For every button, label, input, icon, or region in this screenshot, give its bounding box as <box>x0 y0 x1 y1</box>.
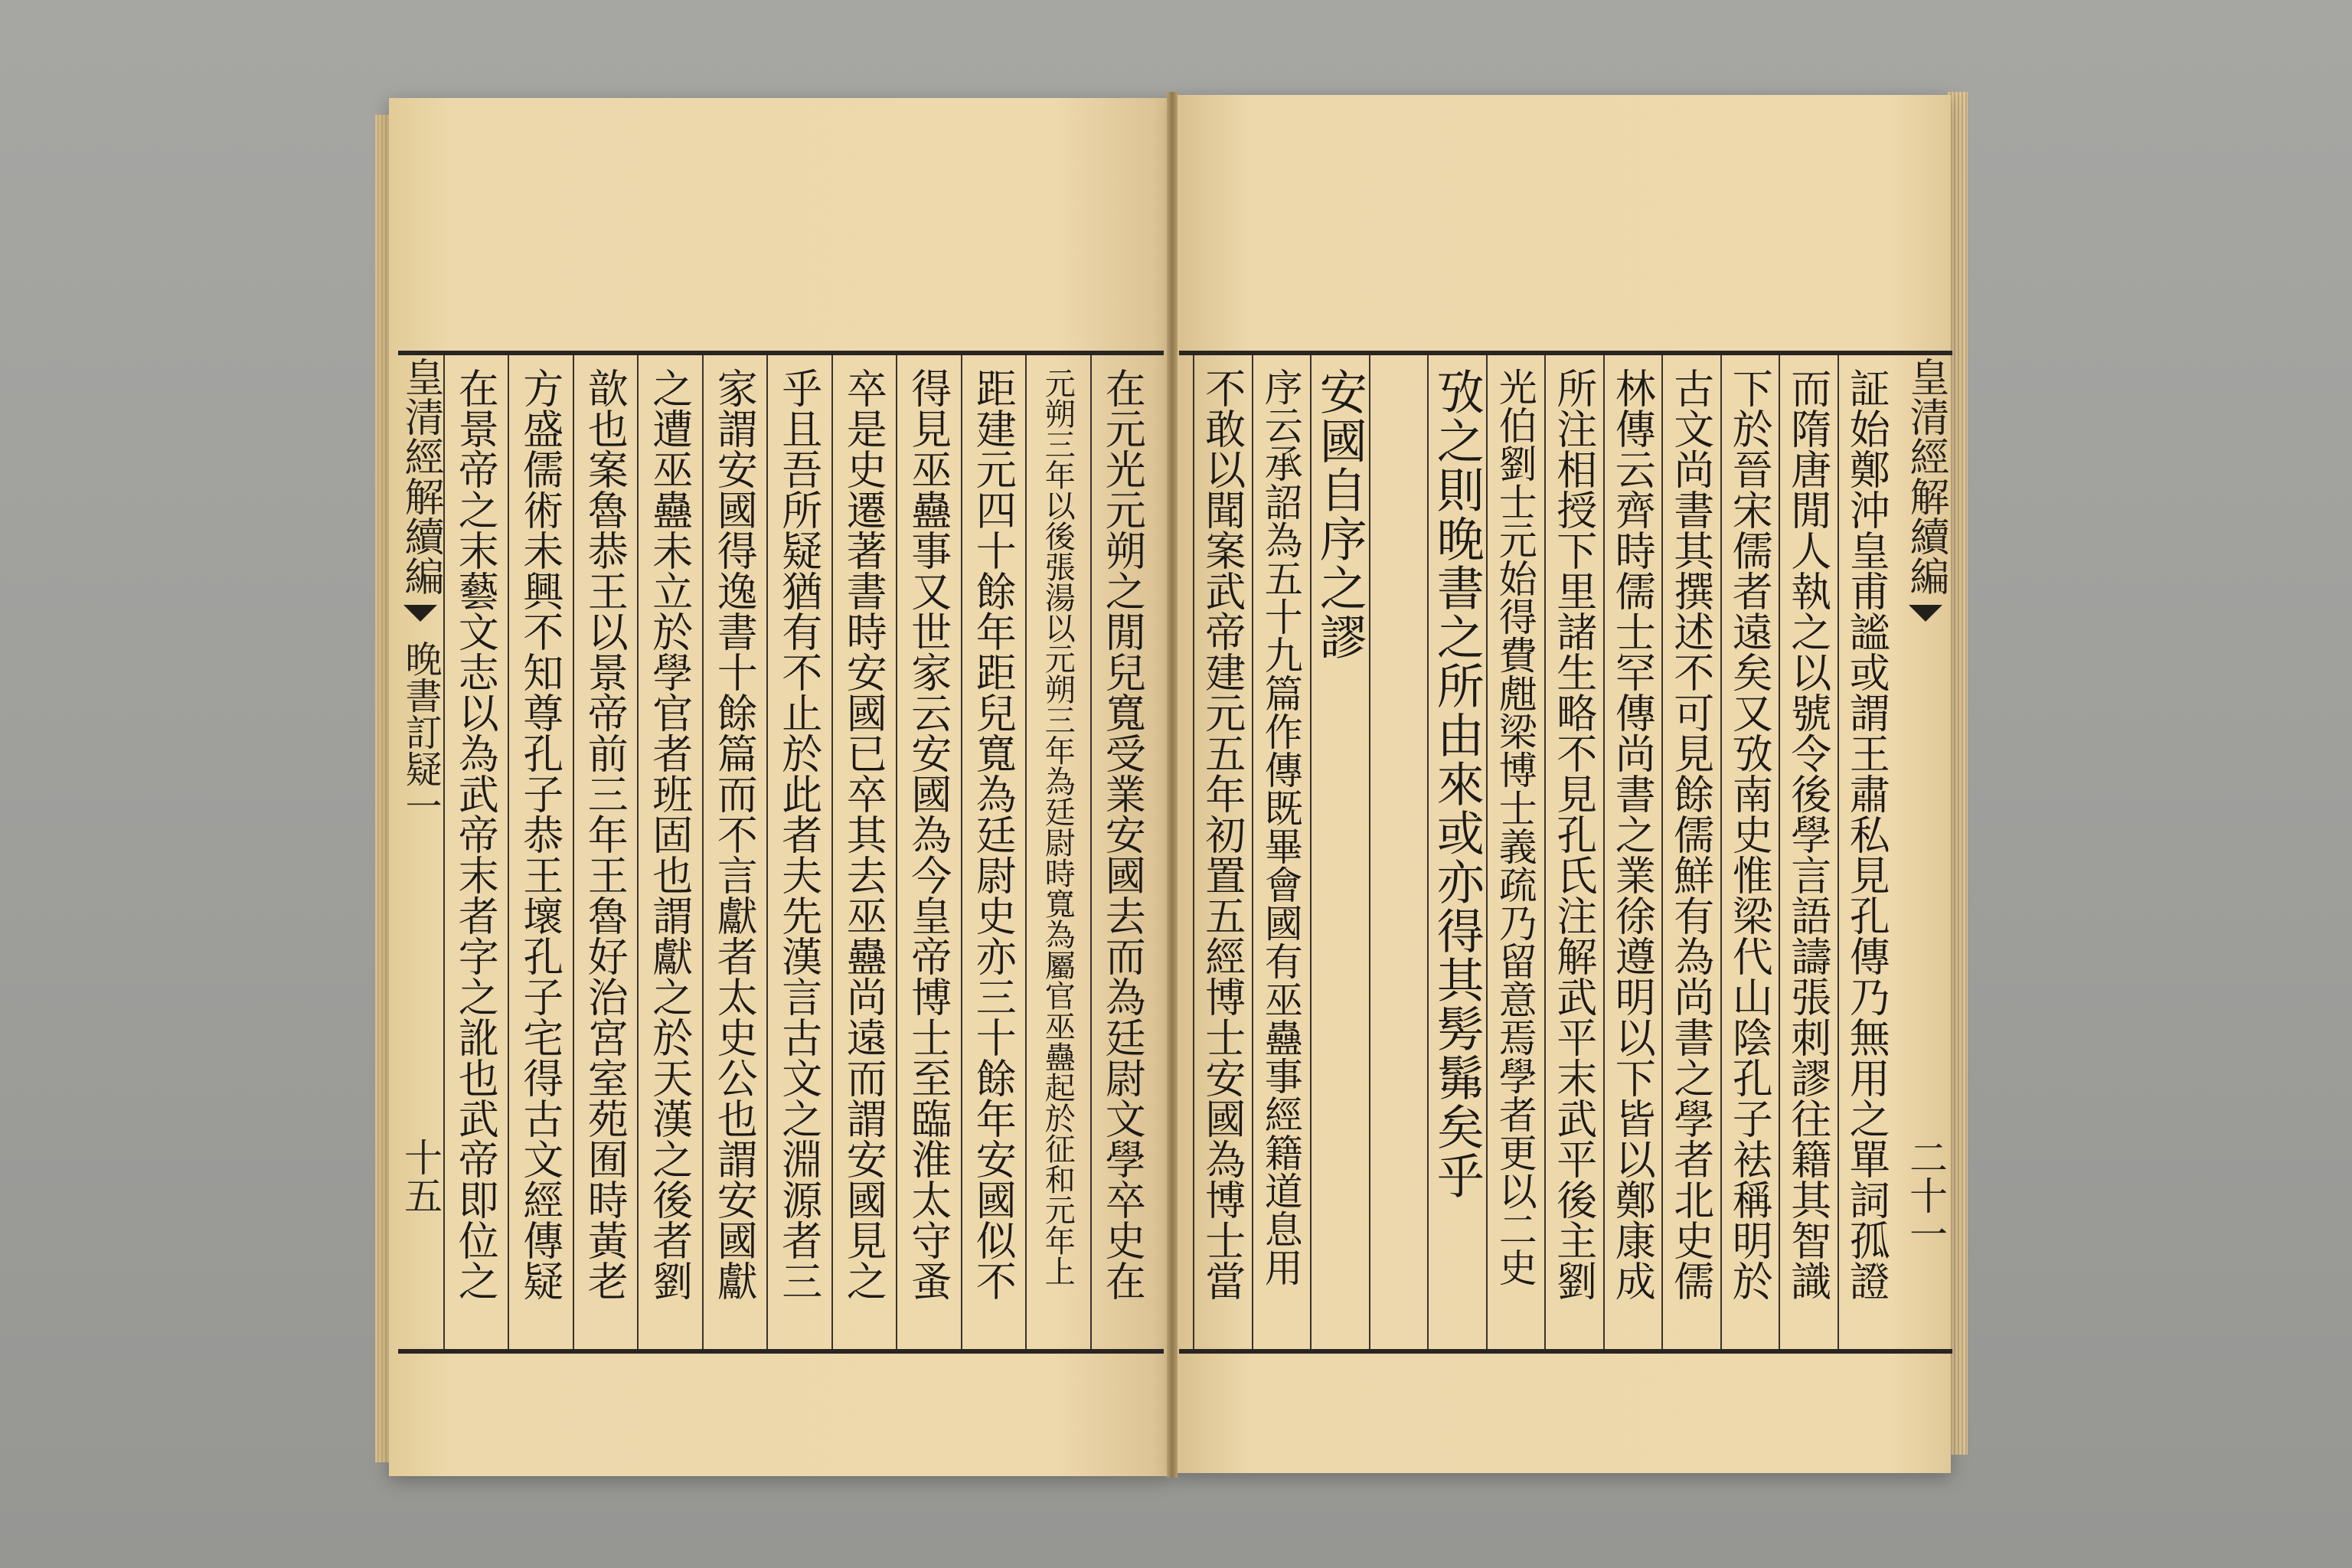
text-column <box>707 368 761 1340</box>
column-rule <box>896 355 897 1349</box>
column-text: 元朔三年以後張湯以元朔三年為廷尉時寬為屬官巫蠱起於征和元年上 <box>1040 368 1076 1286</box>
column-text: 歆也案魯恭王以景帝前三年王魯好治宮室苑囿時黃老 <box>581 368 629 1301</box>
column-text: 古文尚書其撰述不可見餘儒鮮有為尚書之學者北史儒 <box>1667 368 1714 1301</box>
book-gutter <box>1167 92 1178 1478</box>
text-column <box>837 368 890 1340</box>
left-page-margin-label <box>397 357 444 1351</box>
fishtail-mark <box>1909 605 1942 622</box>
column-rule <box>443 355 445 1349</box>
column-rule <box>1544 355 1546 1349</box>
column-text: 不敢以聞案武帝建元五年初置五經博士安國為博士當 <box>1198 368 1246 1301</box>
column-text: 安國自序之謬 <box>1312 368 1368 662</box>
fishtail-mark <box>403 605 437 622</box>
column-text: 得見巫蠱事又世家云安國為今皇帝博士至臨淮太守蚤 <box>904 368 952 1301</box>
column-rule <box>1025 355 1027 1349</box>
column-text: 方盛儒術未興不知尊孔子恭王壞孔子宅得古文經傳疑 <box>516 368 564 1301</box>
text-column <box>966 368 1020 1340</box>
column-text: 家謂安國得逸書十餘篇而不言獻者太史公也謂安國獻 <box>710 368 758 1301</box>
column-rule <box>573 355 574 1349</box>
text-column <box>1031 368 1084 1340</box>
column-text: 序云承詔為五十九篇作傳既畢會國有巫蠱事經籍道息用 <box>1258 368 1303 1286</box>
text-column <box>1312 368 1366 1340</box>
column-rule <box>1486 355 1488 1349</box>
text-column <box>1547 368 1600 1340</box>
text-column <box>642 368 696 1340</box>
text-column <box>1488 368 1542 1340</box>
column-text: 而隋唐閒人執之以號令後學言語譸張刺謬往籍其智識 <box>1784 368 1831 1301</box>
column-text: 在元光元朔之閒兒寬受業安國去而為廷尉文學卒史在 <box>1099 368 1146 1301</box>
text-column <box>1096 368 1149 1340</box>
left-banxin-chapter: 晚書訂疑一 <box>399 640 442 824</box>
column-rule <box>702 355 704 1349</box>
column-rule <box>1779 355 1780 1349</box>
column-rule <box>508 355 509 1349</box>
text-column <box>1429 368 1483 1340</box>
column-rule <box>1310 355 1312 1349</box>
text-column <box>1781 368 1834 1340</box>
column-rule <box>1720 355 1722 1349</box>
right-banxin-title: 皇清經解續編 <box>1903 357 1949 596</box>
text-column <box>578 368 632 1340</box>
text-column <box>1254 368 1308 1340</box>
column-text: 林傳云齊時儒士罕傳尚書之業徐遵明以下皆以鄭康成 <box>1609 368 1656 1301</box>
column-rule <box>1603 355 1605 1349</box>
right-page-margin-label <box>1902 357 1949 1351</box>
text-column <box>1606 368 1659 1340</box>
left-banxin-page-number: 十五 <box>398 1138 443 1214</box>
column-rule <box>1090 355 1092 1349</box>
text-column <box>1840 368 1893 1340</box>
column-rule <box>831 355 833 1349</box>
column-rule <box>1661 355 1663 1349</box>
column-rule <box>766 355 768 1349</box>
left-banxin-title: 皇清經解續編 <box>397 357 443 596</box>
text-column <box>901 368 955 1340</box>
text-column <box>1664 368 1717 1340</box>
column-text: 之遭巫蠱未立於學官者班固也謂獻之於天漢之後者劉 <box>645 368 693 1301</box>
column-rule <box>961 355 962 1349</box>
column-rule <box>637 355 639 1349</box>
column-text: 下於晉宋儒者遠矣又攷南史惟梁代山陰孔子袪稱明於 <box>1726 368 1773 1301</box>
text-column <box>1195 368 1249 1340</box>
column-text: 攷之則晚書之所由來或亦得其髣髴矣乎 <box>1429 368 1485 1200</box>
column-text: 所注相授下里諸生略不見孔氏注解武平末武平後主劉 <box>1550 368 1597 1301</box>
column-rule <box>1252 355 1253 1349</box>
column-text: 光伯劉士元始得費甝梁博士義疏乃留意焉學者更以二史 <box>1492 368 1537 1286</box>
column-rule <box>1427 355 1429 1349</box>
right-banxin-page-number: 二十一 <box>1903 1138 1948 1253</box>
column-text: 乎且吾所疑猶有不止於此者夫先漢言古文之淵源者三 <box>775 368 822 1301</box>
text-column <box>449 368 502 1340</box>
column-text: 距建元四十餘年距兒寬為廷尉史亦三十餘年安國似不 <box>969 368 1017 1301</box>
text-column <box>1371 368 1425 1340</box>
column-rule <box>1838 355 1839 1349</box>
text-column <box>772 368 825 1340</box>
column-text: 卒是史遷著書時安國已卒其去巫蠱尚遠而謂安國見之 <box>840 368 887 1301</box>
text-column <box>513 368 567 1340</box>
column-rule <box>1369 355 1370 1349</box>
column-text: 在景帝之末藝文志以為武帝末者字之訛也武帝即位之 <box>452 368 499 1301</box>
column-rule <box>1193 355 1194 1349</box>
column-text: 証始鄭沖皇甫謐或謂王肅私見孔傳乃無用之單詞孤證 <box>1843 368 1890 1301</box>
text-column <box>1723 368 1776 1340</box>
